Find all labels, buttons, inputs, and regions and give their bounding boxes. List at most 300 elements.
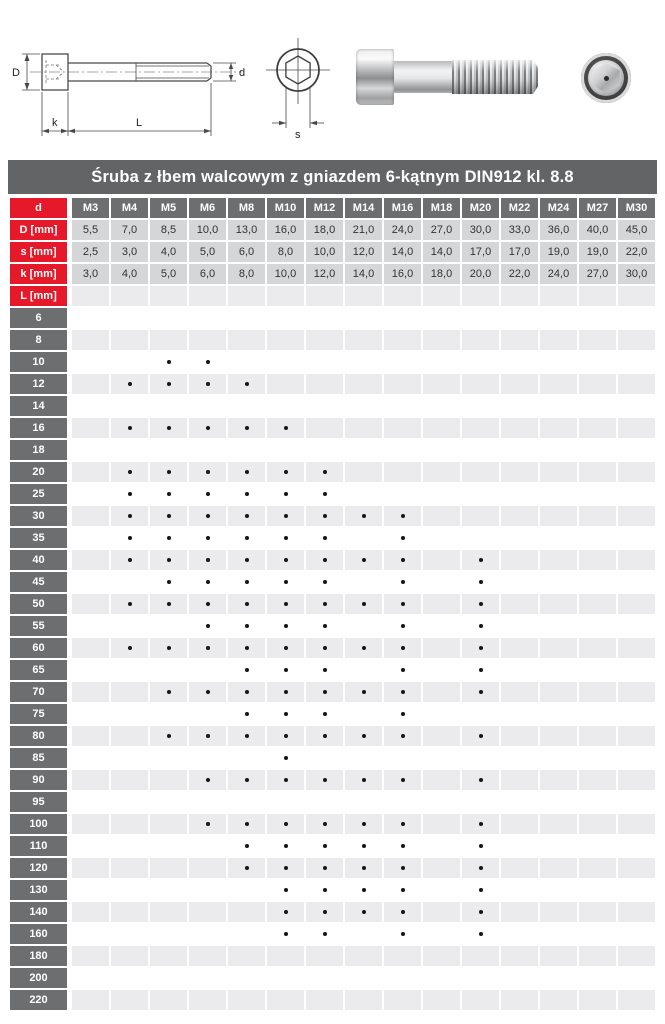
dim-value-cell: 14,0 <box>384 242 421 262</box>
availability-cell <box>540 638 577 658</box>
length-label-14: 14 <box>10 396 70 416</box>
dim-value-cell: 19,0 <box>579 242 616 262</box>
dim-value-cell: 33,0 <box>501 220 538 240</box>
availability-cell <box>267 572 304 592</box>
availability-cell <box>345 440 382 460</box>
availability-cell <box>423 506 460 526</box>
dim-value-cell: 8,0 <box>228 264 265 284</box>
availability-dot <box>245 844 249 848</box>
availability-dot <box>362 822 366 826</box>
availability-cell <box>579 902 616 922</box>
length-header-cell <box>72 286 109 306</box>
availability-cell <box>111 484 148 504</box>
technical-figures <box>0 0 665 158</box>
length-label-70: 70 <box>10 682 70 702</box>
availability-cell <box>501 528 538 548</box>
availability-cell <box>618 374 655 394</box>
availability-cell <box>384 858 421 878</box>
table-row <box>10 396 655 416</box>
availability-cell <box>540 462 577 482</box>
availability-cell <box>540 506 577 526</box>
length-label-30: 30 <box>10 506 70 526</box>
availability-cell <box>423 682 460 702</box>
availability-cell <box>345 594 382 614</box>
col-header-M14: M14 <box>345 198 382 218</box>
availability-cell <box>579 484 616 504</box>
availability-cell <box>501 880 538 900</box>
availability-cell <box>345 506 382 526</box>
availability-cell <box>540 924 577 944</box>
availability-cell <box>462 638 499 658</box>
availability-cell <box>345 990 382 1010</box>
availability-dot <box>323 558 327 562</box>
availability-cell <box>423 572 460 592</box>
availability-cell <box>150 638 187 658</box>
availability-dot <box>167 470 171 474</box>
table-row <box>10 946 655 966</box>
availability-cell <box>618 484 655 504</box>
availability-cell <box>189 528 226 548</box>
length-label-95: 95 <box>10 792 70 812</box>
availability-cell <box>618 528 655 548</box>
availability-cell <box>306 792 343 812</box>
availability-cell <box>228 836 265 856</box>
availability-cell <box>267 594 304 614</box>
availability-cell <box>423 528 460 548</box>
availability-cell <box>150 352 187 372</box>
availability-dot <box>128 514 132 518</box>
dim-row-label: k [mm] <box>10 264 70 284</box>
availability-cell <box>345 330 382 350</box>
dim-value-cell: 45,0 <box>618 220 655 240</box>
availability-cell <box>150 792 187 812</box>
length-header-cell <box>462 286 499 306</box>
availability-cell <box>501 946 538 966</box>
availability-cell <box>501 792 538 812</box>
availability-dot <box>401 778 405 782</box>
availability-dot <box>401 866 405 870</box>
availability-dot <box>323 470 327 474</box>
availability-dot <box>245 734 249 738</box>
availability-dot <box>245 426 249 430</box>
availability-cell <box>345 924 382 944</box>
corner-label-d: d <box>10 198 70 218</box>
availability-cell <box>306 660 343 680</box>
availability-cell <box>150 990 187 1010</box>
availability-dot <box>206 778 210 782</box>
availability-cell <box>267 836 304 856</box>
availability-cell <box>540 572 577 592</box>
availability-cell <box>306 352 343 372</box>
availability-cell <box>345 616 382 636</box>
availability-dot <box>323 668 327 672</box>
availability-dot <box>245 668 249 672</box>
availability-cell <box>618 660 655 680</box>
dim-row-label: s [mm] <box>10 242 70 262</box>
availability-dot <box>206 382 210 386</box>
availability-cell <box>501 660 538 680</box>
availability-cell <box>384 836 421 856</box>
dim-value-cell: 16,0 <box>267 220 304 240</box>
availability-cell <box>540 440 577 460</box>
availability-cell <box>267 550 304 570</box>
availability-dot <box>206 360 210 364</box>
dim-value-cell: 21,0 <box>345 220 382 240</box>
dim-value-cell: 12,0 <box>306 264 343 284</box>
availability-cell <box>267 506 304 526</box>
availability-cell <box>423 660 460 680</box>
availability-cell <box>189 550 226 570</box>
availability-cell <box>267 396 304 416</box>
availability-cell <box>384 748 421 768</box>
availability-dot <box>167 734 171 738</box>
availability-cell <box>618 682 655 702</box>
col-header-M5: M5 <box>150 198 187 218</box>
dim-value-cell: 24,0 <box>384 220 421 240</box>
availability-cell <box>150 440 187 460</box>
availability-dot <box>479 734 483 738</box>
length-header-cell <box>306 286 343 306</box>
dim-value-cell: 3,0 <box>111 242 148 262</box>
availability-cell <box>618 770 655 790</box>
length-label-8: 8 <box>10 330 70 350</box>
availability-dot <box>479 866 483 870</box>
table-row <box>10 528 655 548</box>
col-header-M6: M6 <box>189 198 226 218</box>
availability-cell <box>462 330 499 350</box>
availability-cell <box>618 726 655 746</box>
availability-dot <box>245 514 249 518</box>
length-header-cell <box>345 286 382 306</box>
availability-cell <box>384 308 421 328</box>
availability-cell <box>150 946 187 966</box>
availability-cell <box>579 594 616 614</box>
length-label-220: 220 <box>10 990 70 1010</box>
table-row <box>10 572 655 592</box>
table-row <box>10 858 655 878</box>
availability-dot <box>479 646 483 650</box>
availability-dot <box>245 646 249 650</box>
availability-cell <box>501 770 538 790</box>
length-header-cell <box>267 286 304 306</box>
availability-dot <box>128 536 132 540</box>
availability-cell <box>111 308 148 328</box>
availability-cell <box>579 814 616 834</box>
table-row <box>10 638 655 658</box>
availability-cell <box>189 902 226 922</box>
availability-dot <box>284 470 288 474</box>
availability-cell <box>384 616 421 636</box>
availability-cell <box>267 968 304 988</box>
availability-dot <box>128 646 132 650</box>
availability-cell <box>267 858 304 878</box>
availability-cell <box>150 330 187 350</box>
availability-cell <box>111 770 148 790</box>
dim-row-label: D [mm] <box>10 220 70 240</box>
availability-cell <box>384 352 421 372</box>
availability-cell <box>423 990 460 1010</box>
availability-cell <box>267 528 304 548</box>
availability-cell <box>540 352 577 372</box>
availability-dot <box>323 492 327 496</box>
availability-cell <box>423 550 460 570</box>
availability-cell <box>189 440 226 460</box>
availability-cell <box>501 924 538 944</box>
availability-cell <box>228 814 265 834</box>
availability-cell <box>189 616 226 636</box>
screw-side-drawing <box>4 12 252 150</box>
availability-dot <box>323 778 327 782</box>
availability-dot <box>206 646 210 650</box>
availability-cell <box>618 792 655 812</box>
availability-cell <box>150 528 187 548</box>
availability-cell <box>72 682 109 702</box>
availability-cell <box>423 638 460 658</box>
availability-dot <box>479 580 483 584</box>
availability-dot <box>362 690 366 694</box>
availability-cell <box>345 462 382 482</box>
availability-cell <box>111 902 148 922</box>
table-row <box>10 660 655 680</box>
screw-photo-thread <box>452 60 538 94</box>
availability-cell <box>384 528 421 548</box>
availability-cell <box>72 968 109 988</box>
availability-cell <box>618 616 655 636</box>
availability-cell <box>111 528 148 548</box>
length-header-cell <box>579 286 616 306</box>
availability-cell <box>462 946 499 966</box>
availability-dot <box>323 646 327 650</box>
availability-cell <box>423 814 460 834</box>
length-label-160: 160 <box>10 924 70 944</box>
availability-cell <box>111 924 148 944</box>
length-header-cell <box>111 286 148 306</box>
table-row <box>10 924 655 944</box>
availability-cell <box>267 418 304 438</box>
availability-cell <box>228 704 265 724</box>
availability-cell <box>618 946 655 966</box>
availability-cell <box>228 506 265 526</box>
hex-socket-photo <box>591 63 621 93</box>
availability-cell <box>228 396 265 416</box>
availability-cell <box>72 352 109 372</box>
table-row <box>10 682 655 702</box>
availability-cell <box>267 880 304 900</box>
availability-dot <box>167 382 171 386</box>
availability-dot <box>128 602 132 606</box>
availability-cell <box>306 902 343 922</box>
availability-cell <box>462 506 499 526</box>
availability-cell <box>384 506 421 526</box>
availability-cell <box>228 792 265 812</box>
col-header-M24: M24 <box>540 198 577 218</box>
availability-cell <box>501 572 538 592</box>
table-row <box>10 264 655 284</box>
availability-dot <box>284 558 288 562</box>
dim-value-cell: 6,0 <box>189 264 226 284</box>
availability-cell <box>618 572 655 592</box>
availability-cell <box>618 440 655 460</box>
availability-cell <box>423 858 460 878</box>
availability-cell <box>150 770 187 790</box>
availability-cell <box>72 396 109 416</box>
availability-cell <box>501 836 538 856</box>
availability-dot <box>401 668 405 672</box>
table-row <box>10 330 655 350</box>
availability-cell <box>618 968 655 988</box>
availability-cell <box>462 924 499 944</box>
dim-value-cell: 22,0 <box>618 242 655 262</box>
availability-cell <box>384 946 421 966</box>
availability-cell <box>228 484 265 504</box>
availability-cell <box>228 374 265 394</box>
availability-cell <box>111 660 148 680</box>
table-row <box>10 902 655 922</box>
availability-cell <box>306 330 343 350</box>
availability-cell <box>345 528 382 548</box>
availability-dot <box>401 580 405 584</box>
availability-cell <box>618 902 655 922</box>
availability-cell <box>384 638 421 658</box>
table-row <box>10 484 655 504</box>
availability-dot <box>401 932 405 936</box>
availability-cell <box>267 638 304 658</box>
availability-cell <box>540 726 577 746</box>
availability-cell <box>501 682 538 702</box>
col-header-M3: M3 <box>72 198 109 218</box>
availability-dot <box>128 558 132 562</box>
availability-cell <box>72 418 109 438</box>
table-row <box>10 242 655 262</box>
availability-cell <box>189 462 226 482</box>
availability-cell <box>540 330 577 350</box>
availability-cell <box>462 858 499 878</box>
availability-cell <box>150 374 187 394</box>
length-header-cell <box>384 286 421 306</box>
availability-cell <box>111 440 148 460</box>
length-label-55: 55 <box>10 616 70 636</box>
availability-cell <box>345 418 382 438</box>
availability-cell <box>618 880 655 900</box>
availability-cell <box>189 374 226 394</box>
dim-value-cell: 7,0 <box>111 220 148 240</box>
availability-cell <box>345 902 382 922</box>
availability-cell <box>111 616 148 636</box>
availability-dot <box>362 910 366 914</box>
dim-value-cell: 14,0 <box>345 264 382 284</box>
availability-dot <box>167 690 171 694</box>
length-label-16: 16 <box>10 418 70 438</box>
availability-cell <box>579 792 616 812</box>
table-row <box>10 836 655 856</box>
availability-cell <box>72 880 109 900</box>
col-header-M10: M10 <box>267 198 304 218</box>
availability-cell <box>72 814 109 834</box>
availability-cell <box>111 836 148 856</box>
availability-cell <box>306 528 343 548</box>
table-row <box>10 616 655 636</box>
availability-dot <box>323 712 327 716</box>
availability-dot <box>245 558 249 562</box>
screw-end-drawing <box>248 12 348 150</box>
length-label-110: 110 <box>10 836 70 856</box>
dim-value-cell: 17,0 <box>501 242 538 262</box>
availability-dot <box>284 536 288 540</box>
availability-dot <box>245 382 249 386</box>
table-row <box>10 418 655 438</box>
col-header-M12: M12 <box>306 198 343 218</box>
availability-cell <box>462 990 499 1010</box>
availability-cell <box>579 528 616 548</box>
table-row <box>10 352 655 372</box>
availability-dot <box>284 822 288 826</box>
dim-value-cell: 3,0 <box>72 264 109 284</box>
availability-cell <box>228 946 265 966</box>
availability-cell <box>189 572 226 592</box>
availability-dot <box>206 470 210 474</box>
availability-cell <box>501 330 538 350</box>
availability-cell <box>72 726 109 746</box>
availability-cell <box>345 858 382 878</box>
availability-cell <box>189 418 226 438</box>
table-row <box>10 220 655 240</box>
availability-cell <box>423 352 460 372</box>
availability-cell <box>618 550 655 570</box>
availability-cell <box>189 660 226 680</box>
availability-cell <box>423 946 460 966</box>
availability-cell <box>462 968 499 988</box>
availability-cell <box>306 968 343 988</box>
availability-cell <box>228 308 265 328</box>
availability-cell <box>150 572 187 592</box>
availability-cell <box>618 924 655 944</box>
dim-value-cell: 6,0 <box>228 242 265 262</box>
availability-dot <box>323 624 327 628</box>
availability-cell <box>72 572 109 592</box>
dim-value-cell: 20,0 <box>462 264 499 284</box>
availability-cell <box>111 418 148 438</box>
dim-label-L: L <box>136 117 143 129</box>
availability-cell <box>579 616 616 636</box>
length-label-40: 40 <box>10 550 70 570</box>
availability-cell <box>384 418 421 438</box>
availability-cell <box>150 616 187 636</box>
availability-cell <box>111 594 148 614</box>
availability-cell <box>501 440 538 460</box>
availability-cell <box>423 836 460 856</box>
dim-value-cell: 19,0 <box>540 242 577 262</box>
col-header-M16: M16 <box>384 198 421 218</box>
availability-cell <box>462 704 499 724</box>
availability-dot <box>128 470 132 474</box>
availability-cell <box>111 814 148 834</box>
availability-cell <box>384 726 421 746</box>
availability-dot <box>245 624 249 628</box>
availability-cell <box>462 770 499 790</box>
length-label-130: 130 <box>10 880 70 900</box>
availability-dot <box>284 844 288 848</box>
availability-dot <box>245 580 249 584</box>
availability-cell <box>384 330 421 350</box>
dim-value-cell: 17,0 <box>462 242 499 262</box>
availability-cell <box>306 308 343 328</box>
col-header-M22: M22 <box>501 198 538 218</box>
availability-cell <box>72 704 109 724</box>
availability-cell <box>150 682 187 702</box>
table-row <box>10 550 655 570</box>
availability-cell <box>579 880 616 900</box>
availability-cell <box>267 770 304 790</box>
